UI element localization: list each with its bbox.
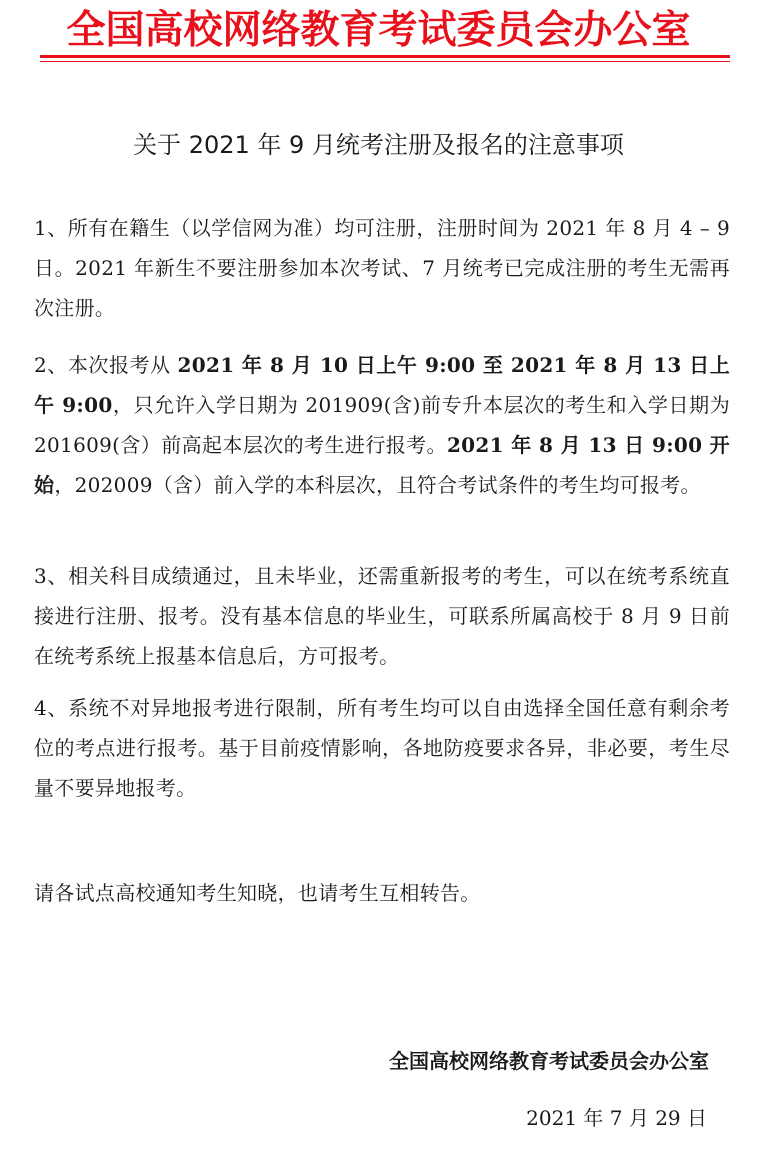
document-title: 关于 2021 年 9 月统考注册及报名的注意事项 — [133, 131, 624, 159]
item-2-period-bold: 2021 年 8 月 10 日上午 9:00 至 2021 年 8 月 13 日上午 9:00 — [34, 353, 730, 417]
item-2-text-a: 2、本次报考从 — [34, 353, 178, 377]
letterhead-rule-thick — [40, 55, 730, 58]
closing-sentence: 请各试点高校通知考生知晓，也请考生互相转告。 — [34, 881, 481, 905]
item-2-text-c: ，202009（含）前入学的本科层次，且符合考试条件的考生均可报考。 — [54, 473, 701, 497]
letterhead-org-name: 全国高校网络教育考试委员会办公室 — [66, 8, 691, 53]
notice-item-2 — [34, 345, 730, 505]
item-2-text-b: ，只允许入学日期为 201909(含)前专升本层次的考生和入学日期为 201609(含）前高起本层次的考生进行报考。 — [34, 393, 730, 457]
notice-item-3 — [34, 556, 730, 676]
signature-date: 2021 年 7 月 29 日 — [526, 1106, 707, 1130]
item-1-text: 1、所有在籍生（以学信网为准）均可注册，注册时间为 2021 年 8 月 4 – 9 日。2021 年新生不要注册参加本次考试、7 月统考已完成注册的考生无需再次注册。 — [34, 216, 730, 320]
notice-item-4 — [34, 688, 730, 808]
item-4-text: 4、系统不对异地报考进行限制，所有考生均可以自由选择全国任意有剩余考位的考点进行报考。基于目前疫情影响，各地防疫要求各异，非必要，考生尽量不要异地报考。 — [34, 696, 730, 800]
item-2-start-bold: 2021 年 8 月 13 日 9:00 开始 — [34, 433, 730, 497]
signature-org: 全国高校网络教育考试委员会办公室 — [389, 1049, 709, 1073]
notice-item-1 — [34, 208, 730, 328]
item-3-text: 3、相关科目成绩通过，且未毕业，还需重新报考的考生，可以在统考系统直接进行注册、报考。没有基本信息的毕业生，可联系所属高校于 8 月 9 日前在统考系统上报基本信息后，方可报考。 — [34, 564, 730, 668]
letterhead-rule-thin — [40, 61, 730, 62]
